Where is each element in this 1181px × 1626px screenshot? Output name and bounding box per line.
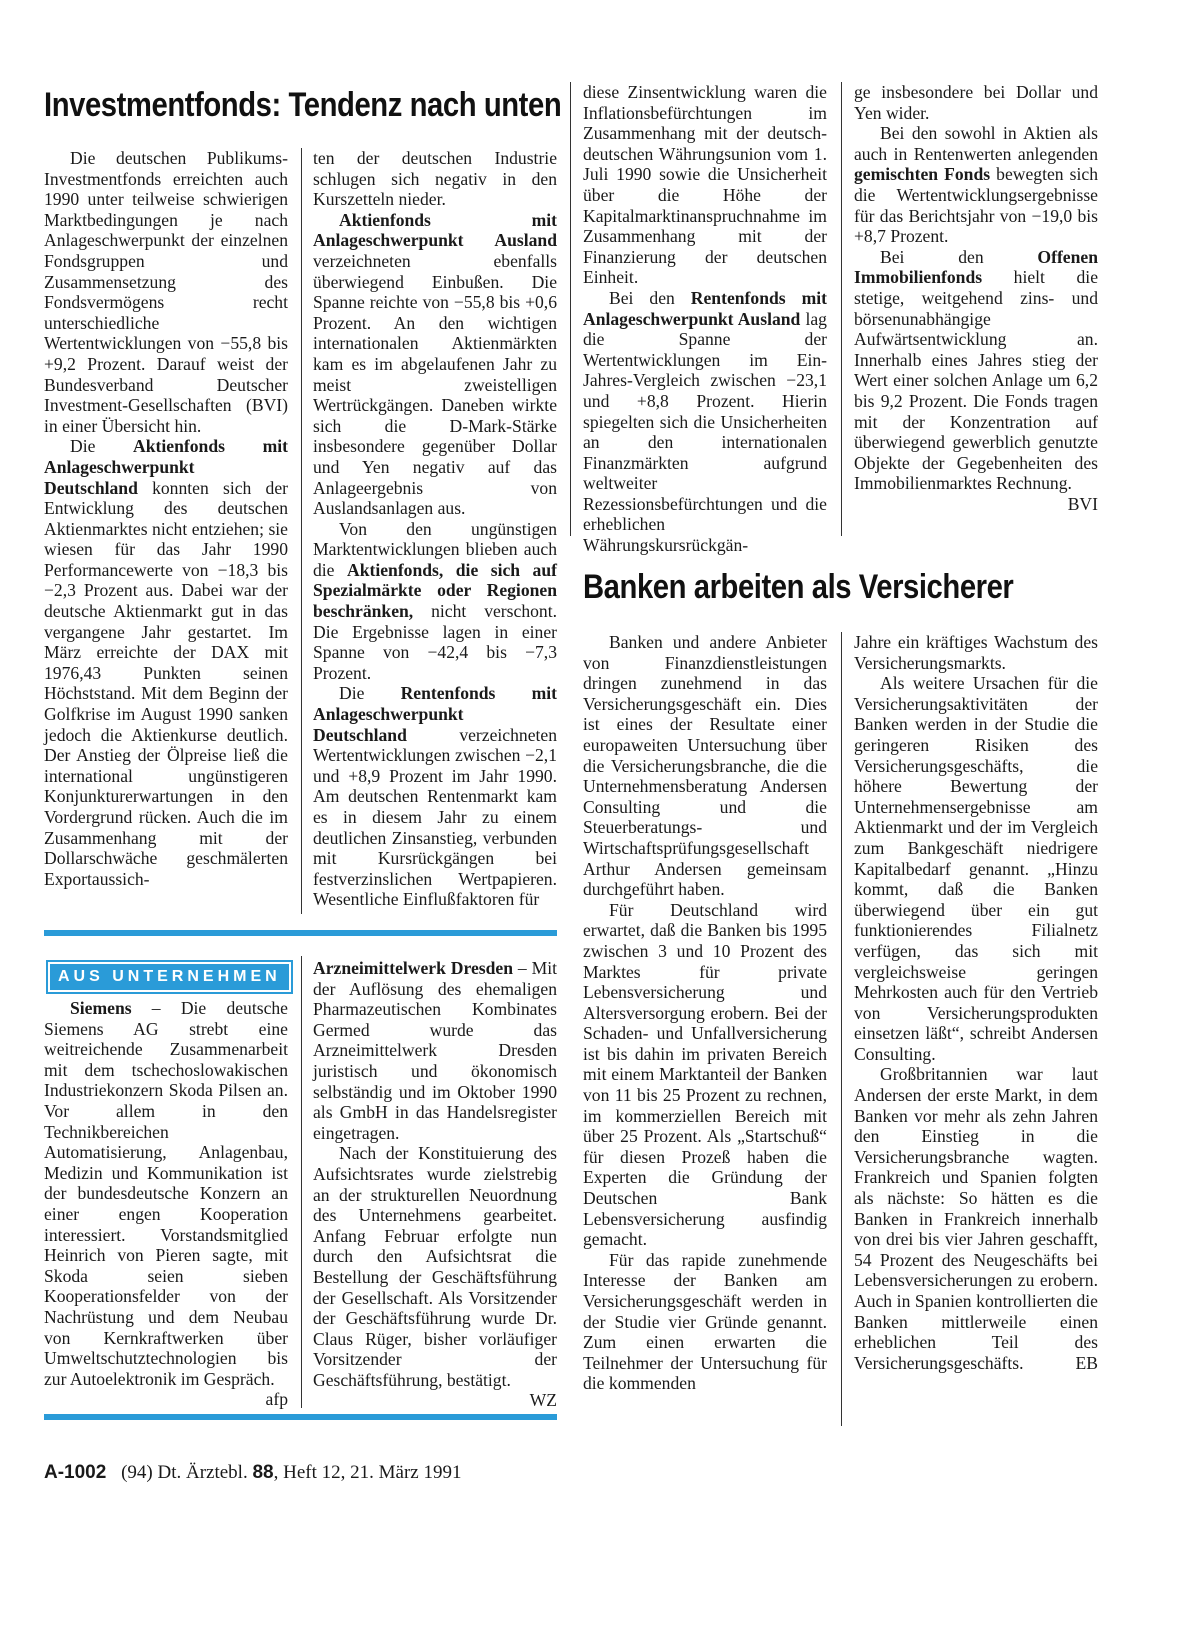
author-signature: BVI — [1067, 493, 1098, 514]
article1-column-2 — [313, 148, 557, 910]
bold-term: Rentenfonds mit Anlageschwerpunkt Ausland — [583, 287, 827, 329]
paragraph-text: – Mit der Auflösung des ehemaligen Pharmazeutischen Kombinates Germed wurde das Arzneimittelwerk Dresden juristisch und ökonomisch selbständig und im Oktober 1990 als GmbH in das Handelsregister eingetragen. — [313, 958, 557, 1143]
section-bottom-bar — [44, 1414, 557, 1420]
paragraph-text: Für das rapide zunehmende Interesse der Banken am Versicherungsgeschäft werden in der Studie vier Gründe genannt. Zum einen erwarten die Teilnehmer der Untersuchung für die kommenden — [583, 1249, 827, 1394]
paragraph — [313, 148, 557, 210]
bold-term: Rentenfonds mit Anlageschwerpunkt Deutschland — [313, 683, 557, 745]
article1-headline: Investmentfonds: Tendenz nach unten — [44, 86, 562, 124]
paragraph-text: verzeichneten ebenfalls überwiegend Einbußen. Die Spanne reichte von −55,8 bis +0,6 Prozent. An den wichtigen internationalen Aktienmärkten kam es im abgelaufenen Jahr zu meist zweistelligen Wertrückgängen. Daneben wirkte sich die D-Mark-Stärke insbesondere gegenüber Dollar und Yen negativ auf das Anlageergebnis von Auslandsanlagen aus. — [313, 250, 557, 519]
column-divider — [570, 82, 571, 536]
article2-column-1 — [583, 632, 827, 1394]
paragraph — [583, 1250, 827, 1394]
paragraph-text: Die — [70, 436, 134, 457]
author-signature: afp — [265, 1389, 288, 1410]
page-number: A-1002 — [44, 1462, 107, 1483]
paragraph-text: bewegten sich die Wertentwicklungsergebnisse für das Berichtsjahr von −19,0 bis +8,7 Prozent. — [854, 164, 1098, 247]
paragraph — [44, 998, 288, 1410]
paragraph-text: diese Zinsentwicklung waren die Inflationsbefürchtungen im Zusammenhang mit der deutsch-deutschen Währungsunion vom 1. Juli 1990 sowie die Unsicherheit über die Höhe der Kapitalmarktinanspruchnahme im Zusammenhang mit der Finanzierung der deutschen Einheit. — [583, 82, 827, 288]
paragraph — [313, 519, 557, 684]
paragraph — [583, 288, 827, 556]
paragraph — [583, 82, 827, 288]
paragraph — [854, 673, 1098, 1064]
paragraph-text: Die — [339, 683, 401, 704]
section-top-bar — [44, 930, 557, 936]
bold-term: Arzneimittelwerk Dresden — [313, 958, 513, 978]
article2-column-2 — [854, 632, 1098, 1373]
paragraph-text: Als weitere Ursachen für die Versicherungsaktivitäten der Banken werden in der Studie die geringeren Risiken des Versicherungsgeschäfts, die höhere Bewertung der Unternehmensergebnisse am Aktienmarkt und der im Vergleich zum Bankgeschäft niedrigere Kapitalbedarf genannt. „Hinzu kommt, daß die Banken überwiegend über ein gut funktionierendes Filialnetz verfügen, das sich mit vergleichsweise geringen Mehrkosten auch für den Vertrieb von Versicherungsprodukten einsetzen läßt“, schreibt Andersen Consulting. — [854, 673, 1098, 1064]
paragraph-text: Von den ungünstigen Marktentwicklungen blieben auch die — [313, 518, 557, 580]
paragraph-text: lag die Spanne der Wertentwicklungen im Ein-Jahres-Vergleich zwischen −23,1 und +8,8 Prozent. Hierin spiegelten sich die Unsicherheiten an den internationalen Finanzmärkten aufgrund weltweiter Rezessionsbefürchtungen und die erheblichen Währungskursrückgän- — [583, 308, 827, 556]
bold-term: gemischten Fonds — [854, 164, 991, 185]
company-name: Siemens — [70, 998, 132, 1018]
paragraph-text: Bei den sowohl in Aktien als auch in Rentenwerten anlegenden — [854, 123, 1098, 164]
bold-term: Aktienfonds mit Anlageschwerpunkt Deutschland — [44, 436, 288, 498]
paragraph-text: ten der deutschen Industrie schlugen sich negativ in den Kurszetteln nieder. — [313, 148, 557, 210]
paragraph — [583, 632, 827, 900]
paragraph — [313, 1143, 557, 1411]
paragraph-text: Großbritannien war laut Andersen der erste Markt, in dem Banken vor mehr als zehn Jahren den Einstieg in die Versicherungsbranche wagten. Frankreich und Spanien folgten als nächste: So hätten es die Banken in Frankreich innerhalb von drei bis vier Jahren geschafft, 54 Prozent des Neugeschäfts bei Lebensversicherungen zu erobern. Auch in Spanien kontrollierten die Banken mittlerweile einen erheblichen Teil des Versicherungsgeschäfts. — [854, 1064, 1098, 1373]
paragraph-text: verzeichneten Wertentwicklungen zwischen −2,1 und +8,9 Prozent im Jahr 1990. Am deutschen Rentenmarkt kam es in diesem Jahr zu einem deutlichen Zinsanstieg, verbunden mit Kursrückgängen bei festverzinslichen Wertpapieren. Wesentliche Einflußfaktoren für — [313, 724, 557, 910]
column-divider — [841, 632, 842, 1426]
paragraph-text: Jahre ein kräftiges Wachstum des Versicherungsmarkts. — [854, 632, 1098, 673]
paragraph — [313, 683, 557, 910]
paragraph — [44, 148, 288, 436]
paragraph-text: Bei den — [880, 246, 1038, 267]
column-divider — [841, 82, 842, 536]
paragraph-text: – Die deutsche Siemens AG strebt eine weitreichende Zusammenarbeit mit dem tschechoslowakischen Industriekonzern Skoda Pilsen an. Vor allem in den Technikbereichen Automatisierung, Anlagenbau, Medizin und Kommunikation ist der bundesdeutsche Konzern an einer engen Kooperation interessiert. Vorstandsmitglied Heinrich von Pieren sagte, mit Skoda seien sieben Kooperationsfelder von der Nachrüstung und dem Neubau von Kernkraftwerken über Umweltschutztechnologien bis zur Autoelektronik im Gespräch. — [44, 998, 288, 1389]
section-tag: AUS UNTERNEHMEN — [48, 962, 291, 992]
paragraph — [854, 82, 1098, 123]
article1-column-4 — [854, 82, 1098, 514]
paragraph-text: nicht verschont. Die Ergebnisse lagen in einer Spanne von −42,4 bis −7,3 Prozent. — [313, 601, 557, 683]
paragraph-text: ge insbesondere bei Dollar und Yen wider. — [854, 82, 1098, 123]
article1-column-1 — [44, 148, 288, 889]
bold-term: Aktienfonds mit Anlageschwerpunkt Ausland — [313, 209, 557, 251]
journal-volume: 88 — [252, 1462, 274, 1483]
paragraph — [313, 210, 557, 519]
arzneimittelwerk-news-item — [313, 958, 557, 1411]
paragraph — [854, 246, 1098, 514]
paragraph — [313, 958, 557, 1143]
issue-date: , Heft 12, 21. März 1991 — [273, 1462, 462, 1483]
column-divider — [301, 148, 302, 914]
paragraph-text: hielt die stetige, weitgehend zins- und börsenunabhängige Aufwärtsentwicklung an. Innerhalb eines Jahres stieg der Wert einer solchen Anlage um 6,2 bis 9,2 Prozent. Die Fonds tragen mit der Konzentration auf überwiegend gewerblich genutzte Objekte der Gegebenheiten des Immobilienmarktes Rechnung. — [854, 267, 1098, 494]
article2-headline: Banken arbeiten als Versicherer — [583, 568, 1014, 606]
paragraph — [583, 900, 827, 1250]
paragraph-text: Bei den — [609, 287, 691, 308]
siemens-news-item — [44, 998, 288, 1410]
paragraph — [854, 632, 1098, 673]
paragraph — [854, 123, 1098, 247]
author-signature: WZ — [529, 1390, 557, 1411]
paragraph — [854, 1064, 1098, 1373]
author-signature: EB — [1075, 1352, 1098, 1373]
paragraph — [44, 436, 288, 889]
bold-term: Aktienfonds, die sich auf Spezialmärkte oder Regionen beschränken, — [313, 559, 557, 622]
bold-term: Offenen Immobilienfonds — [854, 246, 1098, 288]
page-footer — [44, 1462, 461, 1484]
journal-citation: (94) Dt. Ärztebl. — [121, 1462, 248, 1483]
paragraph-text: Die deutschen Publikums-Investmentfonds erreichten auch 1990 unter teilweise schwierigen Marktbedingungen je nach Anlageschwerpunkt der einzelnen Fondsgruppen und Zusammensetzung des Fondsvermögens recht unterschiedliche Wertentwicklungen von −55,8 bis +9,2 Prozent. Darauf weist der Bundesverband Deutscher Investment-Gesellschaften (BVI) in einer Übersicht hin. — [44, 148, 288, 436]
paragraph-text: Für Deutschland wird erwartet, daß die Banken bis 1995 zwischen 3 und 10 Prozent des Marktes für private Lebensversicherung und Altersversorgung erobern. Bei der Schaden- und Unfallversicherung ist bis dahin im privaten Bereich mit einem Marktanteil der Banken von 11 bis 25 Prozent zu rechnen, im kommerziellen Bereich mit über 25 Prozent. Als „Startschuß“ für diesen Prozeß haben die Experten die Gründung der Deutschen Bank Lebensversicherung ausfindig gemacht. — [583, 899, 827, 1250]
paragraph-text: konnten sich der Entwicklung des deutschen Aktienmarktes nicht entziehen; sie wiesen für das Jahr 1990 Performancewerte von −18,3 bis −2,3 Prozent aus. Dabei war der deutsche Aktienmarkt gut in das vergangene Jahr gestartet. Im März erreichte der DAX mit 1976,43 Punkten seinen Höchststand. Mit dem Beginn der Golfkrise im August 1990 sanken jedoch die Aktienkurse deutlich. Der Anstieg der Ölpreise ließ die international ungünstigeren Konjunkturerwartungen in den Vordergrund rücken. Auch die im Zusammenhang mit der Dollarschwäche geschmälerten Exportaussich- — [44, 477, 288, 889]
paragraph-text: Nach der Konstituierung des Aufsichtsrates wurde zielstrebig an der strukturellen Neuordnung des Unternehmens gearbeitet. Anfang Februar erfolgte nun durch den Aufsichtsrat die Bestellung der Geschäftsführung der Gesellschaft. Als Vorsitzender der Geschäftsführung wurde Dr. Claus Rüger, bisher vorläufiger Vorsitzender der Geschäftsführung, bestätigt. — [313, 1143, 557, 1390]
article1-column-3 — [583, 82, 827, 556]
column-divider — [301, 956, 302, 1408]
paragraph-text: Banken und andere Anbieter von Finanzdienstleistungen dringen zunehmend in das Versicherungsgeschäft ein. Dies ist eines der Resultate einer europaweiten Untersuchung über die Versicherungsbranche, die die Unternehmensberatung Andersen Consulting und die Steuerberatungs- und Wirtschaftsprüfungsgesellschaft Arthur Andersen gemeinsam durchgeführt haben. — [583, 632, 827, 900]
